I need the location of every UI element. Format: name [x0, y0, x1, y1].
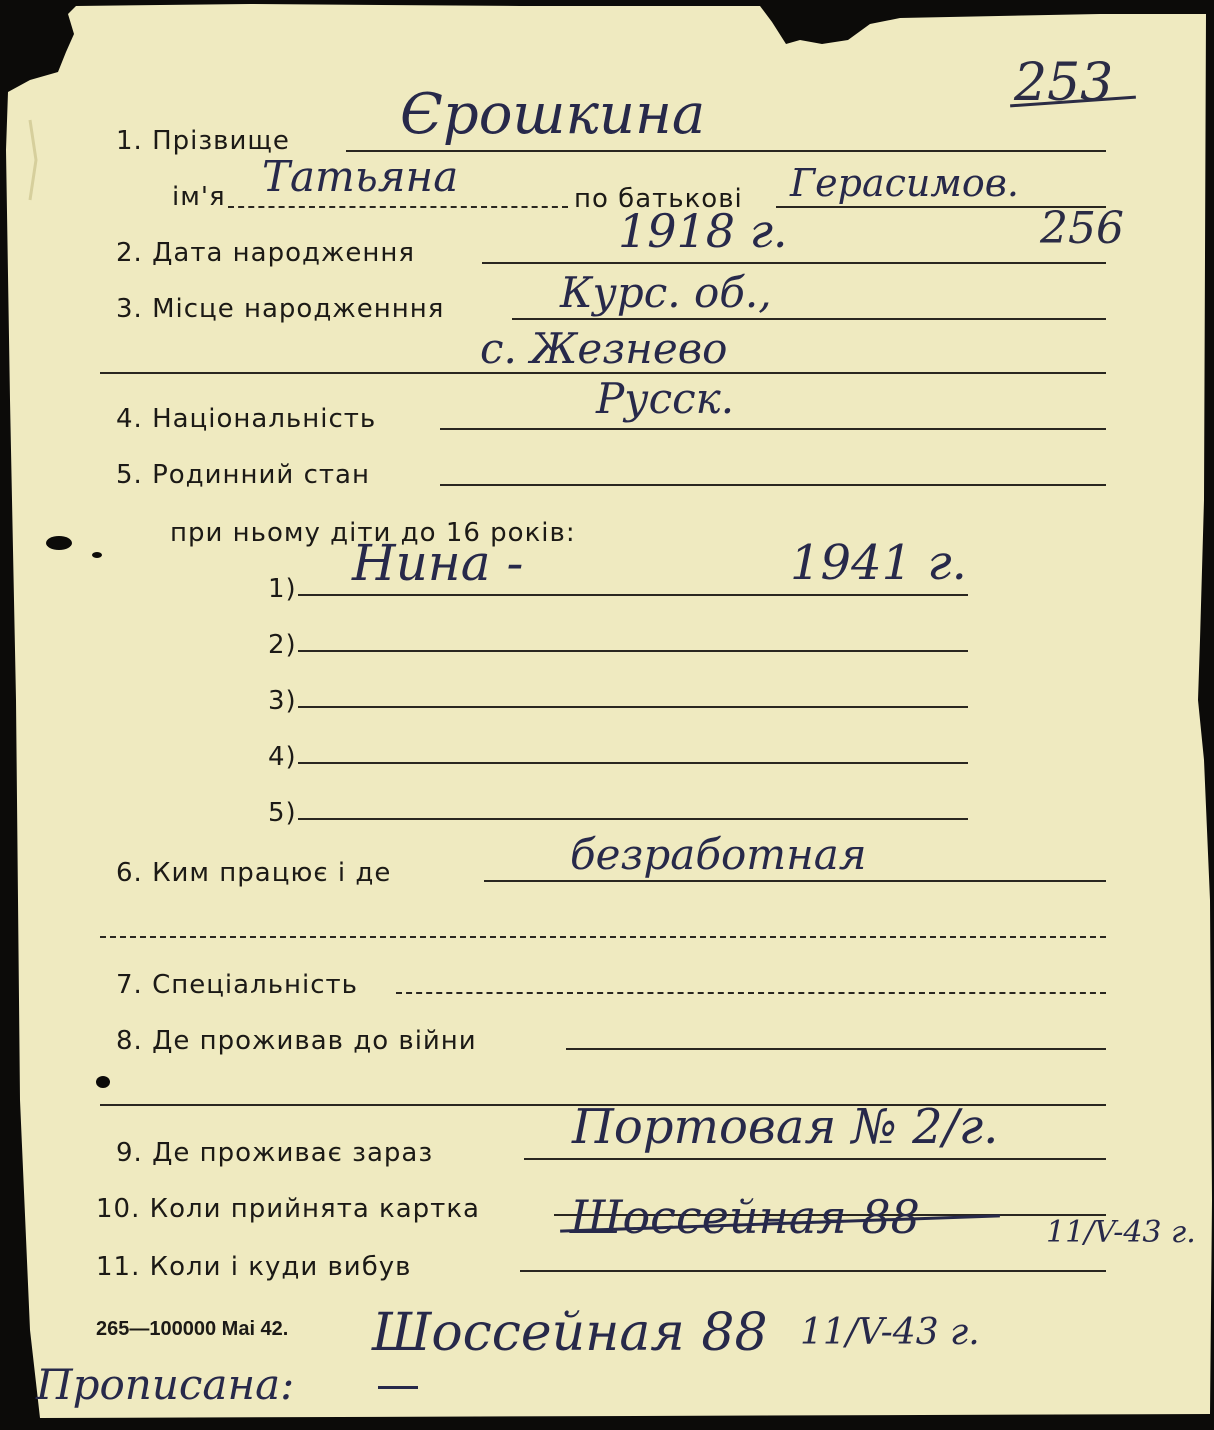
birthplace-value-1: Курс. об.,: [560, 268, 772, 317]
card-accepted-label: 10. Коли прийнята картка: [96, 1194, 480, 1224]
birthplace-label: 3. Місце народженння: [116, 294, 445, 324]
prewar-residence-line: [566, 1048, 1106, 1050]
child-line: [298, 594, 968, 596]
work-value: безработная: [570, 830, 867, 879]
work-line-2: [100, 936, 1106, 938]
work-line: [484, 880, 1106, 882]
prewar-residence-label: 8. Де проживав до війни: [116, 1026, 477, 1056]
child-number: 5): [268, 798, 297, 828]
child-number: 3): [268, 686, 297, 716]
birth-date-line: [482, 262, 1106, 264]
punch-hole: [92, 552, 102, 558]
print-code: 265—100000 Mai 42.: [96, 1318, 289, 1340]
birthplace-value-2: с. Жезнево: [480, 324, 728, 373]
card-accepted-date: 11/V-43 г.: [1046, 1215, 1196, 1250]
patronymic-value: Герасимов.: [790, 161, 1019, 205]
punch-hole: [46, 536, 72, 550]
marital-status-label: 5. Родинний стан: [116, 460, 370, 490]
card-accepted-value: Шоссейная 88: [570, 1190, 920, 1244]
child-number: 4): [268, 742, 297, 772]
birth-date-label: 2. Дата народження: [116, 238, 416, 268]
marital-status-line: [440, 484, 1106, 486]
birthplace-line: [512, 318, 1106, 320]
specialty-label: 7. Спеціальність: [116, 970, 359, 1000]
registered-label: Прописана:: [36, 1360, 295, 1409]
nationality-line: [440, 428, 1106, 430]
surname-label: 1. Прізвище: [116, 126, 290, 156]
current-address-line: [524, 1158, 1106, 1160]
registered-underline: [378, 1386, 418, 1389]
nationality-value: Русск.: [596, 374, 735, 423]
current-address-label: 9. Де проживає зараз: [116, 1138, 434, 1168]
punch-hole: [96, 1076, 110, 1088]
archive-number-top: 253: [1014, 53, 1114, 113]
surname-value: Єрошкина: [400, 82, 706, 147]
child-line: [298, 706, 968, 708]
registered-value: Шоссейная 88: [372, 1303, 768, 1363]
surname-line: [346, 150, 1106, 152]
departed-line: [520, 1270, 1106, 1272]
departed-label: 11. Коли і куди вибув: [96, 1252, 412, 1282]
child-year: 1941 г.: [790, 535, 967, 591]
name-line: [228, 206, 568, 208]
patronymic-line: [776, 206, 1106, 208]
current-address-value: Портовая № 2/г.: [572, 1099, 999, 1155]
archive-number-second: 256: [1040, 203, 1124, 254]
nationality-label: 4. Національність: [116, 404, 377, 434]
work-label: 6. Ким працює і де: [116, 858, 392, 888]
name-label: ім'я: [172, 182, 226, 212]
children-label: при ньому діти до 16 років:: [170, 518, 576, 548]
birth-date-value: 1918 г.: [618, 204, 788, 258]
child-number: 2): [268, 630, 297, 660]
specialty-line: [396, 992, 1106, 994]
child-line: [298, 650, 968, 652]
child-number: 1): [268, 574, 297, 604]
registered-date: 11/V-43 г.: [800, 1312, 980, 1353]
child-line: [298, 818, 968, 820]
child-name: Нина -: [352, 534, 524, 592]
patronymic-label: по батькові: [574, 184, 743, 214]
child-line: [298, 762, 968, 764]
name-value: Татьяна: [262, 152, 459, 201]
